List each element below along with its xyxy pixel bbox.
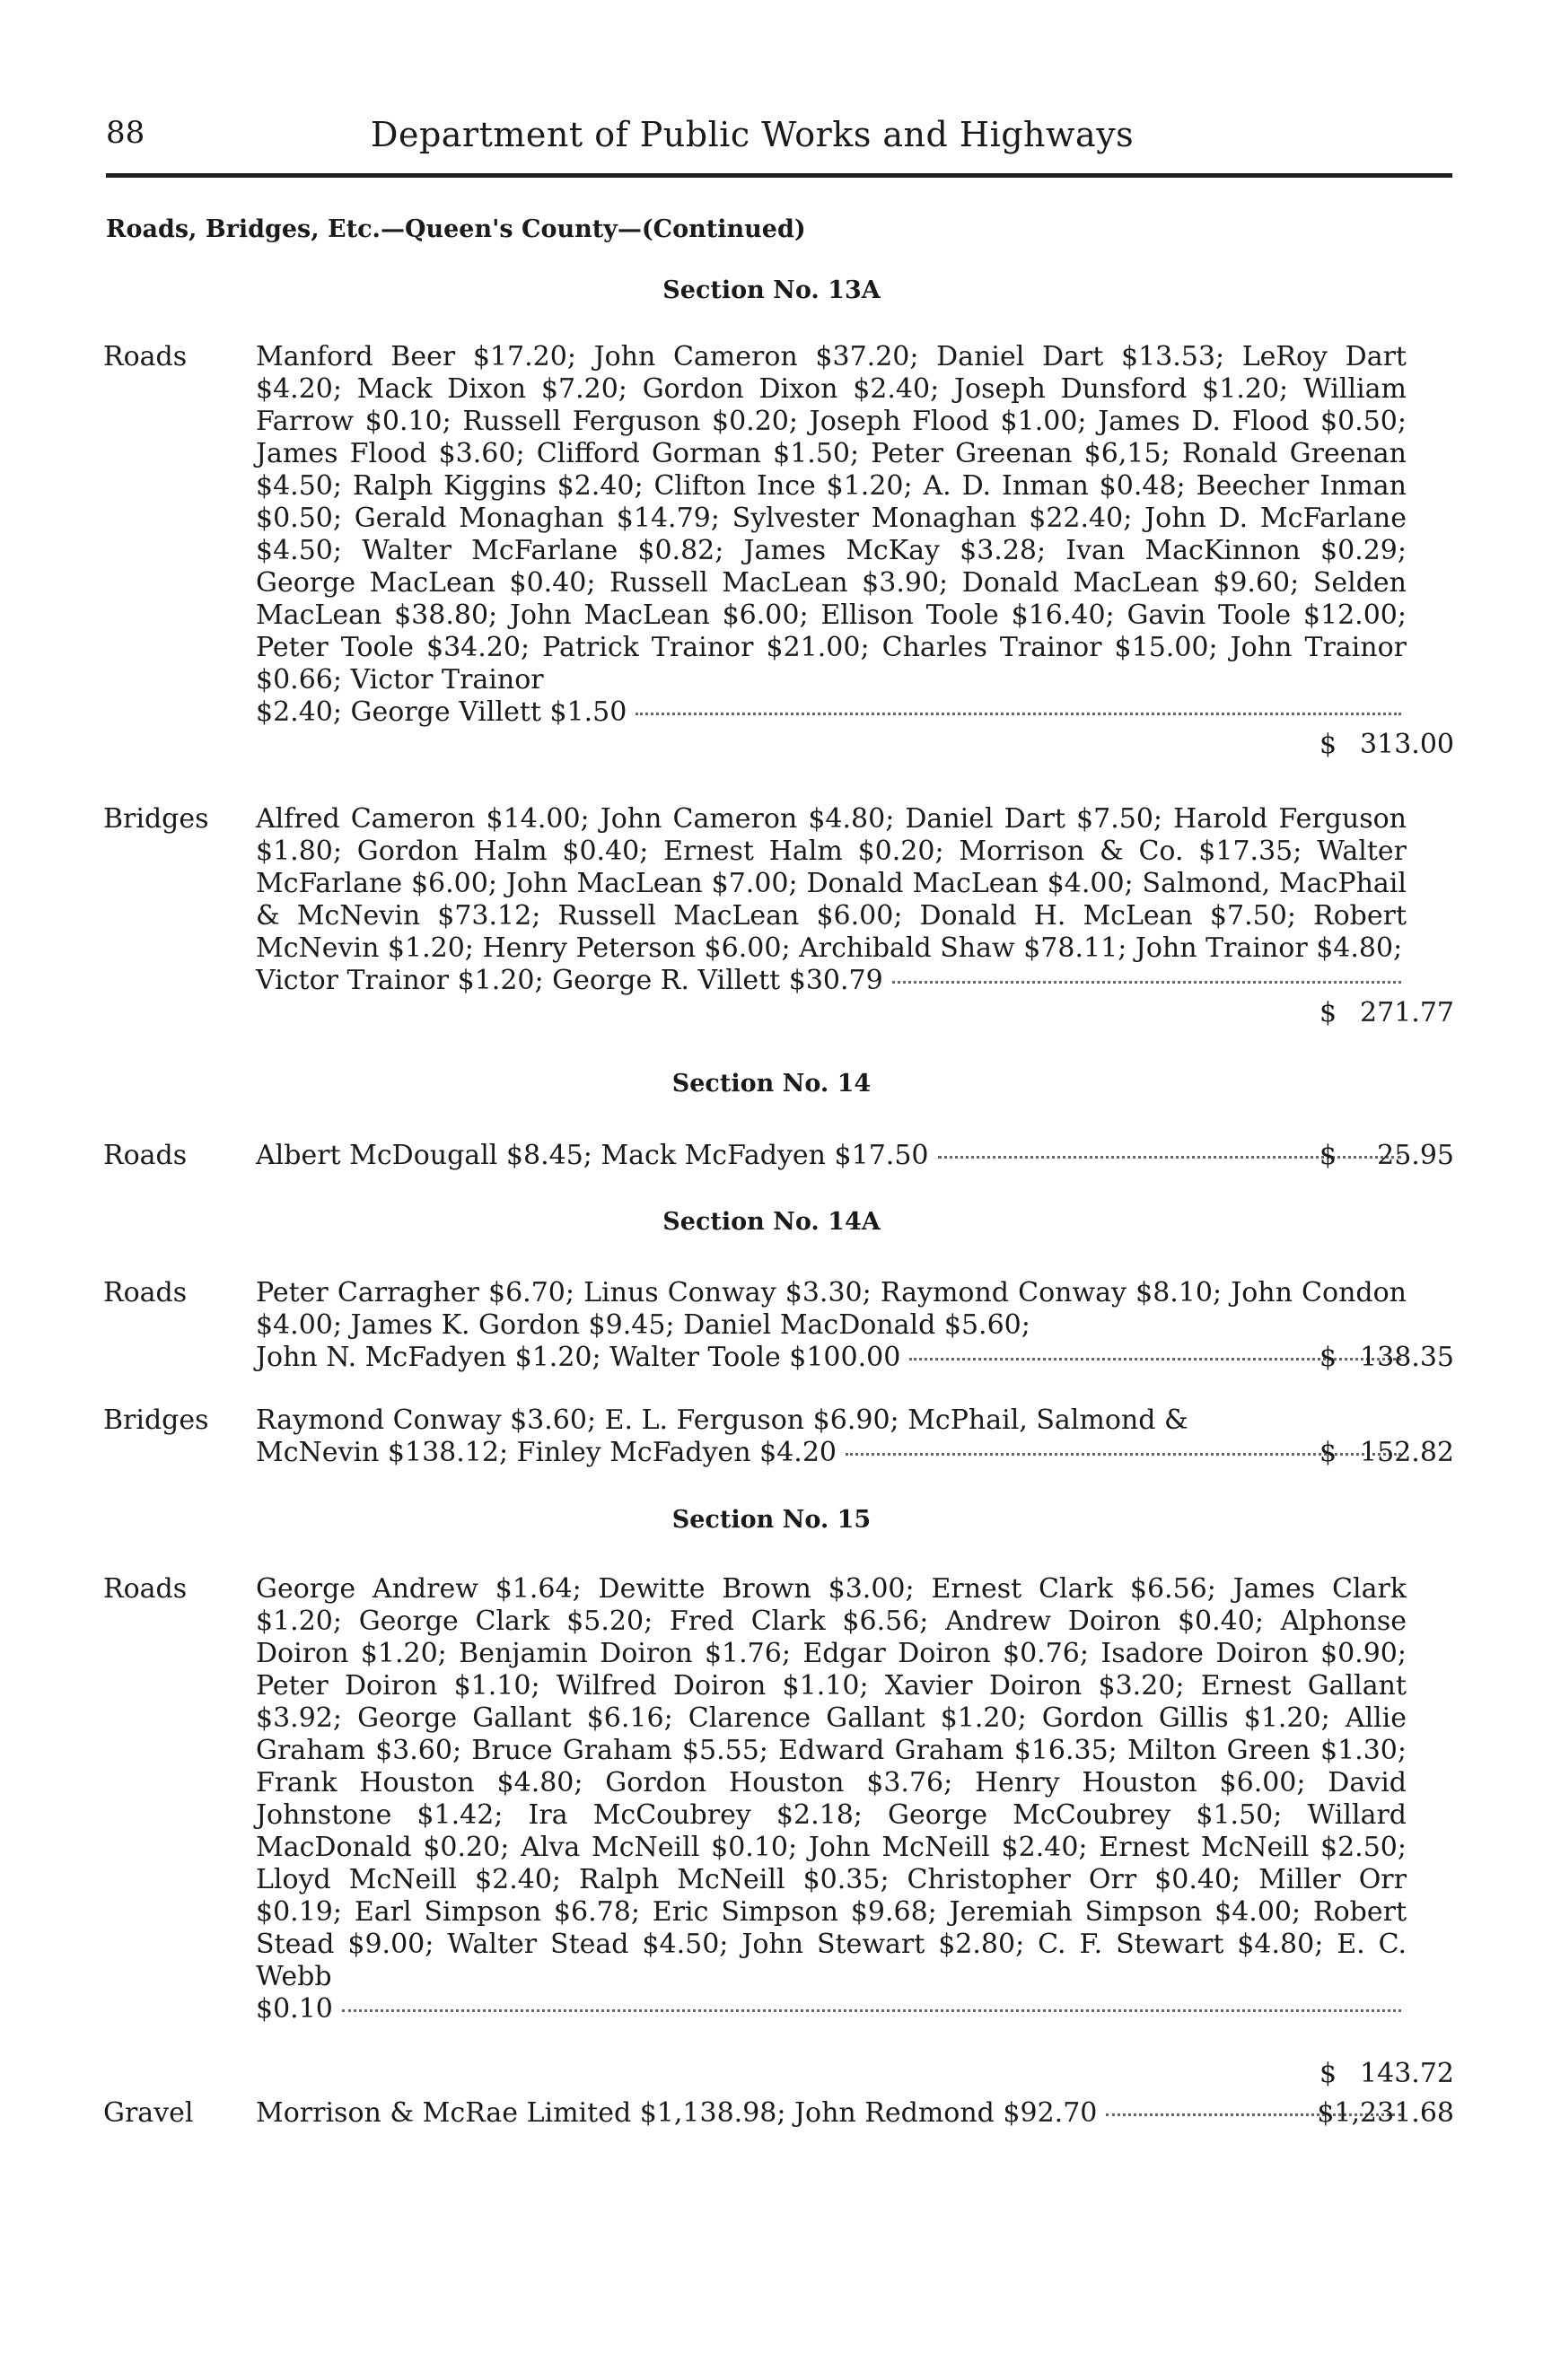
entry-body: Peter Carragher $6.70; Linus Conway $3.30; Raymond Conway $8.10; John Condon $4.00; James K. Gordon $9.45; Daniel MacDonald $5.60; xyxy=(256,1277,1407,1341)
dot-leader xyxy=(342,2009,1401,2012)
header-rule xyxy=(106,173,1452,178)
dollar-sign: $ xyxy=(1319,1437,1337,1468)
entry-label: Bridges xyxy=(103,803,209,835)
entry-13a-roads xyxy=(103,341,1454,763)
entry-last-line xyxy=(256,1342,1407,1374)
dot-leader xyxy=(636,713,1401,715)
section-heading: Section No. 13A xyxy=(662,276,881,304)
entry-14-roads xyxy=(103,1140,1454,1176)
continued-heading: Roads, Bridges, Etc.—Queen's County—(Continued) xyxy=(106,215,806,243)
entry-last-line xyxy=(256,696,1407,729)
entry-body: Manford Beer $17.20; John Cameron $37.20; Daniel Dart $13.53; LeRoy Dart $4.20; Mack Dixon $7.20; Gordon Dixon $2.40; Joseph Dunsford $1.20; William Farrow $0.10; Russell Ferguson $0.20; Joseph Flood $1.00; James D. Flood $0.50; James Flood $3.60; Clifford Gorman $1.50; Peter Greenan $6,15; Ronald Greenan $4.50; Ralph Kiggins $2.40; Clifton Ince $1.20; A. D. Inman $0.48; Beecher Inman $0.50; Gerald Monaghan $14.79; Sylvester Monaghan $22.40; John D. McFarlane $4.50; Walter McFarlane $0.82; James McKay $3.28; Ivan MacKinnon $0.29; George MacLean $0.40; Russell MacLean $3.90; Donald MacLean $9.60; Selden MacLean $38.80; John MacLean $6.00; Ellison Toole $16.40; Gavin Toole $12.00; Peter Toole $34.20; Patrick Trainor $21.00; Charles Trainor $15.00; John Trainor $0.66; Victor Trainor xyxy=(256,341,1407,696)
entry-last-text: John N. McFadyen $1.20; Walter Toole $100.00 xyxy=(256,1342,901,1373)
entry-text xyxy=(256,1140,1407,1172)
entry-14a-bridges xyxy=(103,1404,1454,1471)
entry-13a-bridges xyxy=(103,803,1454,1037)
entry-label: Gravel xyxy=(103,2097,194,2129)
entry-14a-roads xyxy=(103,1277,1454,1376)
entry-15-roads xyxy=(103,1573,1454,2094)
entry-label: Roads xyxy=(103,1277,188,1308)
section-heading: Section No. 14A xyxy=(662,1208,881,1236)
dot-leader xyxy=(892,981,1401,984)
entry-label: Roads xyxy=(103,1573,188,1605)
entry-last-text: $2.40; George Villett $1.50 xyxy=(256,696,627,728)
entry-last-line xyxy=(256,1437,1407,1469)
entry-label: Bridges xyxy=(103,1404,209,1436)
section-heading: Section No. 15 xyxy=(671,1506,872,1534)
entry-15-gravel xyxy=(103,2097,1454,2133)
entry-body: Alfred Cameron $14.00; John Cameron $4.80; Daniel Dart $7.50; Harold Ferguson $1.80; Gordon Halm $0.40; Ernest Halm $0.20; Morrison & Co. $17.35; Walter McFarlane $6.00; John MacLean $7.00; Donald MacLean $4.00; Salmond, MacPhail & McNevin $73.12; Russell MacLean $6.00; Donald H. McLean $7.50; Robert McNevin $1.20; Henry Peterson $6.00; Archibald Shaw $78.11; John Trainor $4.80; xyxy=(256,803,1407,964)
entry-last-line xyxy=(256,1140,1407,1172)
dollar-sign: $ xyxy=(1319,997,1337,1028)
entry-text xyxy=(256,1573,1407,2026)
entry-last-text: Victor Trainor $1.20; George R. Villett $30.79 xyxy=(256,965,883,996)
amount-value: 152.82 xyxy=(1360,1437,1454,1468)
entry-body: George Andrew $1.64; Dewitte Brown $3.00; Ernest Clark $6.56; James Clark $1.20; George Clark $5.20; Fred Clark $6.56; Andrew Doiron $0.40; Alphonse Doiron $1.20; Benjamin Doiron $1.76; Edgar Doiron $0.76; Isadore Doiron $0.90; Peter Doiron $1.10; Wilfred Doiron $1.10; Xavier Doiron $3.20; Ernest Gallant $3.92; George Gallant $6.16; Clarence Gallant $1.20; Gordon Gillis $1.20; Allie Graham $3.60; Bruce Graham $5.55; Edward Graham $16.35; Milton Green $1.30; Frank Houston $4.80; Gordon Houston $3.76; Henry Houston $6.00; David Johnstone $1.42; Ira McCoubrey $2.18; George McCoubrey $1.50; Willard MacDonald $0.20; Alva McNeill $0.10; John McNeill $2.40; Ernest McNeill $2.50; Lloyd McNeill $2.40; Ralph McNeill $0.35; Christopher Orr $0.40; Miller Orr $0.19; Earl Simpson $6.78; Eric Simpson $9.68; Jeremiah Simpson $4.00; Robert Stead $9.00; Walter Stead $4.50; John Stewart $2.80; C. F. Stewart $4.80; E. C. Webb xyxy=(256,1573,1407,1992)
entry-text xyxy=(256,803,1407,997)
amount-value: 25.95 xyxy=(1377,1140,1454,1171)
amount-value: 138.35 xyxy=(1360,1342,1454,1373)
dollar-sign: $ xyxy=(1319,1342,1337,1373)
amount-value: 143.72 xyxy=(1360,2058,1454,2089)
section-heading: Section No. 14 xyxy=(671,1070,872,1098)
page-number: 88 xyxy=(106,115,145,151)
entry-last-line xyxy=(256,2097,1407,2130)
amount-value: 313.00 xyxy=(1360,729,1454,760)
entry-label: Roads xyxy=(103,341,188,372)
dollar-sign: $ xyxy=(1319,1140,1337,1171)
entry-last-line xyxy=(256,965,1407,997)
entry-last-line xyxy=(256,1993,1407,2026)
entry-last-text: $0.10 xyxy=(256,1993,333,2025)
entry-text xyxy=(256,2097,1407,2130)
entry-last-text: Albert McDougall $8.45; Mack McFadyen $17.50 xyxy=(256,1140,929,1171)
amount-value: 271.77 xyxy=(1360,997,1454,1028)
entry-text xyxy=(256,341,1407,729)
page-title: Department of Public Works and Highways xyxy=(371,115,1135,154)
entry-text xyxy=(256,1277,1407,1374)
dollar-sign: $ xyxy=(1319,2058,1337,2089)
dollar-sign: $ xyxy=(1319,729,1337,760)
entry-label: Roads xyxy=(103,1140,188,1171)
dot-leader xyxy=(846,1453,1401,1456)
page-header xyxy=(106,115,1452,165)
entry-body: Raymond Conway $3.60; E. L. Ferguson $6.90; McPhail, Salmond & xyxy=(256,1404,1188,1436)
entry-last-text: Morrison & McRae Limited $1,138.98; John Redmond $92.70 xyxy=(256,2097,1098,2129)
entry-last-text: McNevin $138.12; Finley McFadyen $4.20 xyxy=(256,1437,837,1468)
amount-value: $1,231.68 xyxy=(1317,2097,1454,2129)
entry-text xyxy=(256,1404,1407,1469)
